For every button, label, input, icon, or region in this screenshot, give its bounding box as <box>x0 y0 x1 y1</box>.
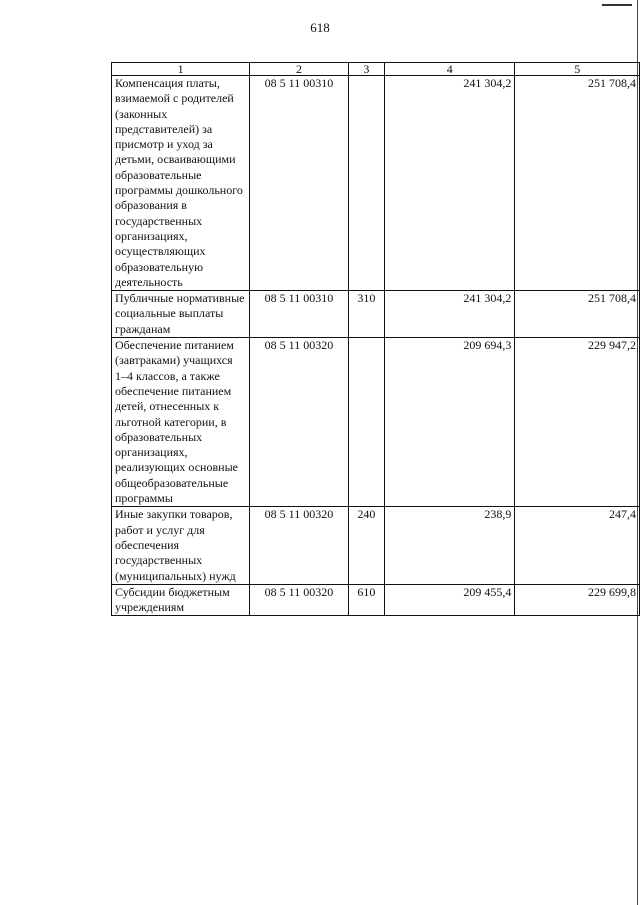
row-name-cell: Обеспечение питанием (завтраками) учащихся 1–4 классов, а также обеспечение питанием детей, отнесенных к льготной категории, в образовательных организациях, реализующих основные общеобразовательные программы <box>112 338 250 507</box>
row-value-year2-cell: 251 708,4 <box>515 291 640 338</box>
row-type-cell: 310 <box>348 291 385 338</box>
row-value-year2-cell: 229 947,2 <box>515 338 640 507</box>
page-number: 618 <box>310 20 330 35</box>
table-header-row <box>112 63 640 76</box>
row-code-cell: 08 5 11 00310 <box>250 76 348 291</box>
row-value-year2-cell: 247,4 <box>515 507 640 584</box>
row-name-cell: Компенсация платы, взимаемой с родителей (законных представителей) за присмотр и уход за детьми, осваивающими образовательные программы дошкольного образования в государственных организациях, осуществляющих образовательную деятельность <box>112 76 250 291</box>
scan-corner-mark <box>602 4 632 9</box>
table-row <box>112 507 640 584</box>
row-code-cell: 08 5 11 00320 <box>250 584 348 616</box>
row-value-year1-cell: 241 304,2 <box>385 76 515 291</box>
row-code-cell: 08 5 11 00320 <box>250 507 348 584</box>
budget-table <box>111 62 640 616</box>
row-value-year2-cell: 251 708,4 <box>515 76 640 291</box>
row-name-cell: Публичные нормативные социальные выплаты гражданам <box>112 291 250 338</box>
row-name-cell: Субсидии бюджетным учреждениям <box>112 584 250 616</box>
row-value-year1-cell: 241 304,2 <box>385 291 515 338</box>
column-header-3: 3 <box>348 63 385 76</box>
table-row <box>112 76 640 291</box>
row-code-cell: 08 5 11 00310 <box>250 291 348 338</box>
table-row <box>112 584 640 616</box>
table-row <box>112 338 640 507</box>
row-type-cell <box>348 338 385 507</box>
row-value-year2-cell: 229 699,8 <box>515 584 640 616</box>
row-type-cell: 240 <box>348 507 385 584</box>
row-code-cell: 08 5 11 00320 <box>250 338 348 507</box>
column-header-5: 5 <box>515 63 640 76</box>
row-name-cell: Иные закупки товаров, работ и услуг для обеспечения государственных (муниципальных) нужд <box>112 507 250 584</box>
column-header-1: 1 <box>112 63 250 76</box>
row-value-year1-cell: 209 694,3 <box>385 338 515 507</box>
row-type-cell <box>348 76 385 291</box>
row-value-year1-cell: 238,9 <box>385 507 515 584</box>
row-value-year1-cell: 209 455,4 <box>385 584 515 616</box>
column-header-4: 4 <box>385 63 515 76</box>
column-header-2: 2 <box>250 63 348 76</box>
table-row <box>112 291 640 338</box>
row-type-cell: 610 <box>348 584 385 616</box>
